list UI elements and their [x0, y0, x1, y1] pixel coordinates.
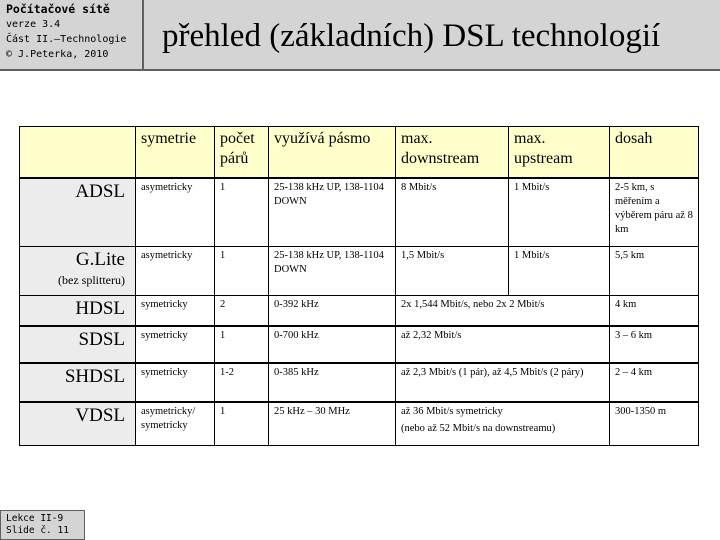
- cell-band: 25-138 kHz UP, 138-1104 DOWN: [269, 178, 396, 247]
- copyright: © J.Peterka, 2010: [6, 49, 109, 60]
- row-name-adsl: ADSL: [20, 178, 136, 247]
- cell-band: 25-138 kHz UP, 138-1104 DOWN: [269, 246, 396, 295]
- row-name-label: G.Lite: [75, 248, 125, 270]
- table-row: [20, 246, 699, 295]
- cell-range: 2-5 km, s měřením a výběrem páru až 8 km: [610, 178, 699, 247]
- cell-band: 0-385 kHz: [269, 363, 396, 402]
- table-row: [20, 326, 699, 363]
- header-range: dosah: [610, 127, 699, 178]
- cell-upstream: 1 Mbit/s: [509, 246, 610, 295]
- cell-band: 0-700 kHz: [269, 326, 396, 363]
- table-row: [20, 295, 699, 326]
- cell-symmetry: asymetricky/ symetricky: [136, 402, 215, 446]
- cell-speed: [396, 402, 610, 446]
- cell-pairs: 1: [215, 326, 269, 363]
- row-name-hdsl: HDSL: [20, 295, 136, 326]
- row-name-shdsl: SHDSL: [20, 363, 136, 402]
- cell-symmetry: asymetricky: [136, 178, 215, 247]
- header-symmetry: symetrie: [136, 127, 215, 178]
- cell-band: 0-392 kHz: [269, 295, 396, 326]
- dsl-table: [19, 126, 699, 446]
- header-pairs: počet párů: [215, 127, 269, 178]
- cell-band: 25 kHz – 30 MHz: [269, 402, 396, 446]
- cell-speed: až 2,32 Mbit/s: [396, 326, 610, 363]
- slide-number: Slide č. 11: [6, 525, 69, 536]
- title-bar: [144, 0, 720, 71]
- cell-range: 4 km: [610, 295, 699, 326]
- slide-title: přehled (základních) DSL technologií: [162, 18, 661, 54]
- table-row: [20, 402, 699, 446]
- course-part: Část II.–Technologie: [6, 34, 127, 45]
- cell-symmetry: symetricky: [136, 363, 215, 402]
- cell-pairs: 1: [215, 402, 269, 446]
- row-name-note: (bez splitteru): [58, 272, 125, 287]
- cell-range: 300-1350 m: [610, 402, 699, 446]
- header-band: využívá pásmo: [269, 127, 396, 178]
- cell-range: 2 – 4 km: [610, 363, 699, 402]
- cell-range: 3 – 6 km: [610, 326, 699, 363]
- cell-pairs: 2: [215, 295, 269, 326]
- header-upstream: max. upstream: [509, 127, 610, 178]
- cell-range: 5,5 km: [610, 246, 699, 295]
- course-info-box: [0, 0, 144, 71]
- lecture-number: Lekce II-9: [6, 513, 64, 524]
- cell-symmetry: asymetricky: [136, 246, 215, 295]
- table-row: [20, 363, 699, 402]
- row-name-glite: [20, 246, 136, 295]
- table-header-row: [20, 127, 699, 178]
- course-name: Počítačové sítě: [6, 2, 110, 16]
- cell-downstream: 1,5 Mbit/s: [396, 246, 509, 295]
- cell-speed: 2x 1,544 Mbit/s, nebo 2x 2 Mbit/s: [396, 295, 610, 326]
- cell-pairs: 1: [215, 246, 269, 295]
- cell-symmetry: symetricky: [136, 326, 215, 363]
- header-downstream: max. downstream: [396, 127, 509, 178]
- cell-pairs: 1: [215, 178, 269, 247]
- course-version: verze 3.4: [6, 19, 61, 30]
- cell-speed: až 2,3 Mbit/s (1 pár), až 4,5 Mbit/s (2 páry): [396, 363, 610, 402]
- cell-downstream: 8 Mbit/s: [396, 178, 509, 247]
- row-name-sdsl: SDSL: [20, 326, 136, 363]
- cell-speed-main: až 36 Mbit/s symetricky: [401, 405, 503, 417]
- slide-info-box: [0, 510, 85, 540]
- row-name-vdsl: VDSL: [20, 402, 136, 446]
- cell-speed-note: (nebo až 52 Mbit/s na downstreamu): [401, 422, 556, 434]
- table-row: [20, 178, 699, 247]
- cell-upstream: 1 Mbit/s: [509, 178, 610, 247]
- cell-symmetry: symetricky: [136, 295, 215, 326]
- cell-pairs: 1-2: [215, 363, 269, 402]
- header-corner-cell: [20, 127, 136, 178]
